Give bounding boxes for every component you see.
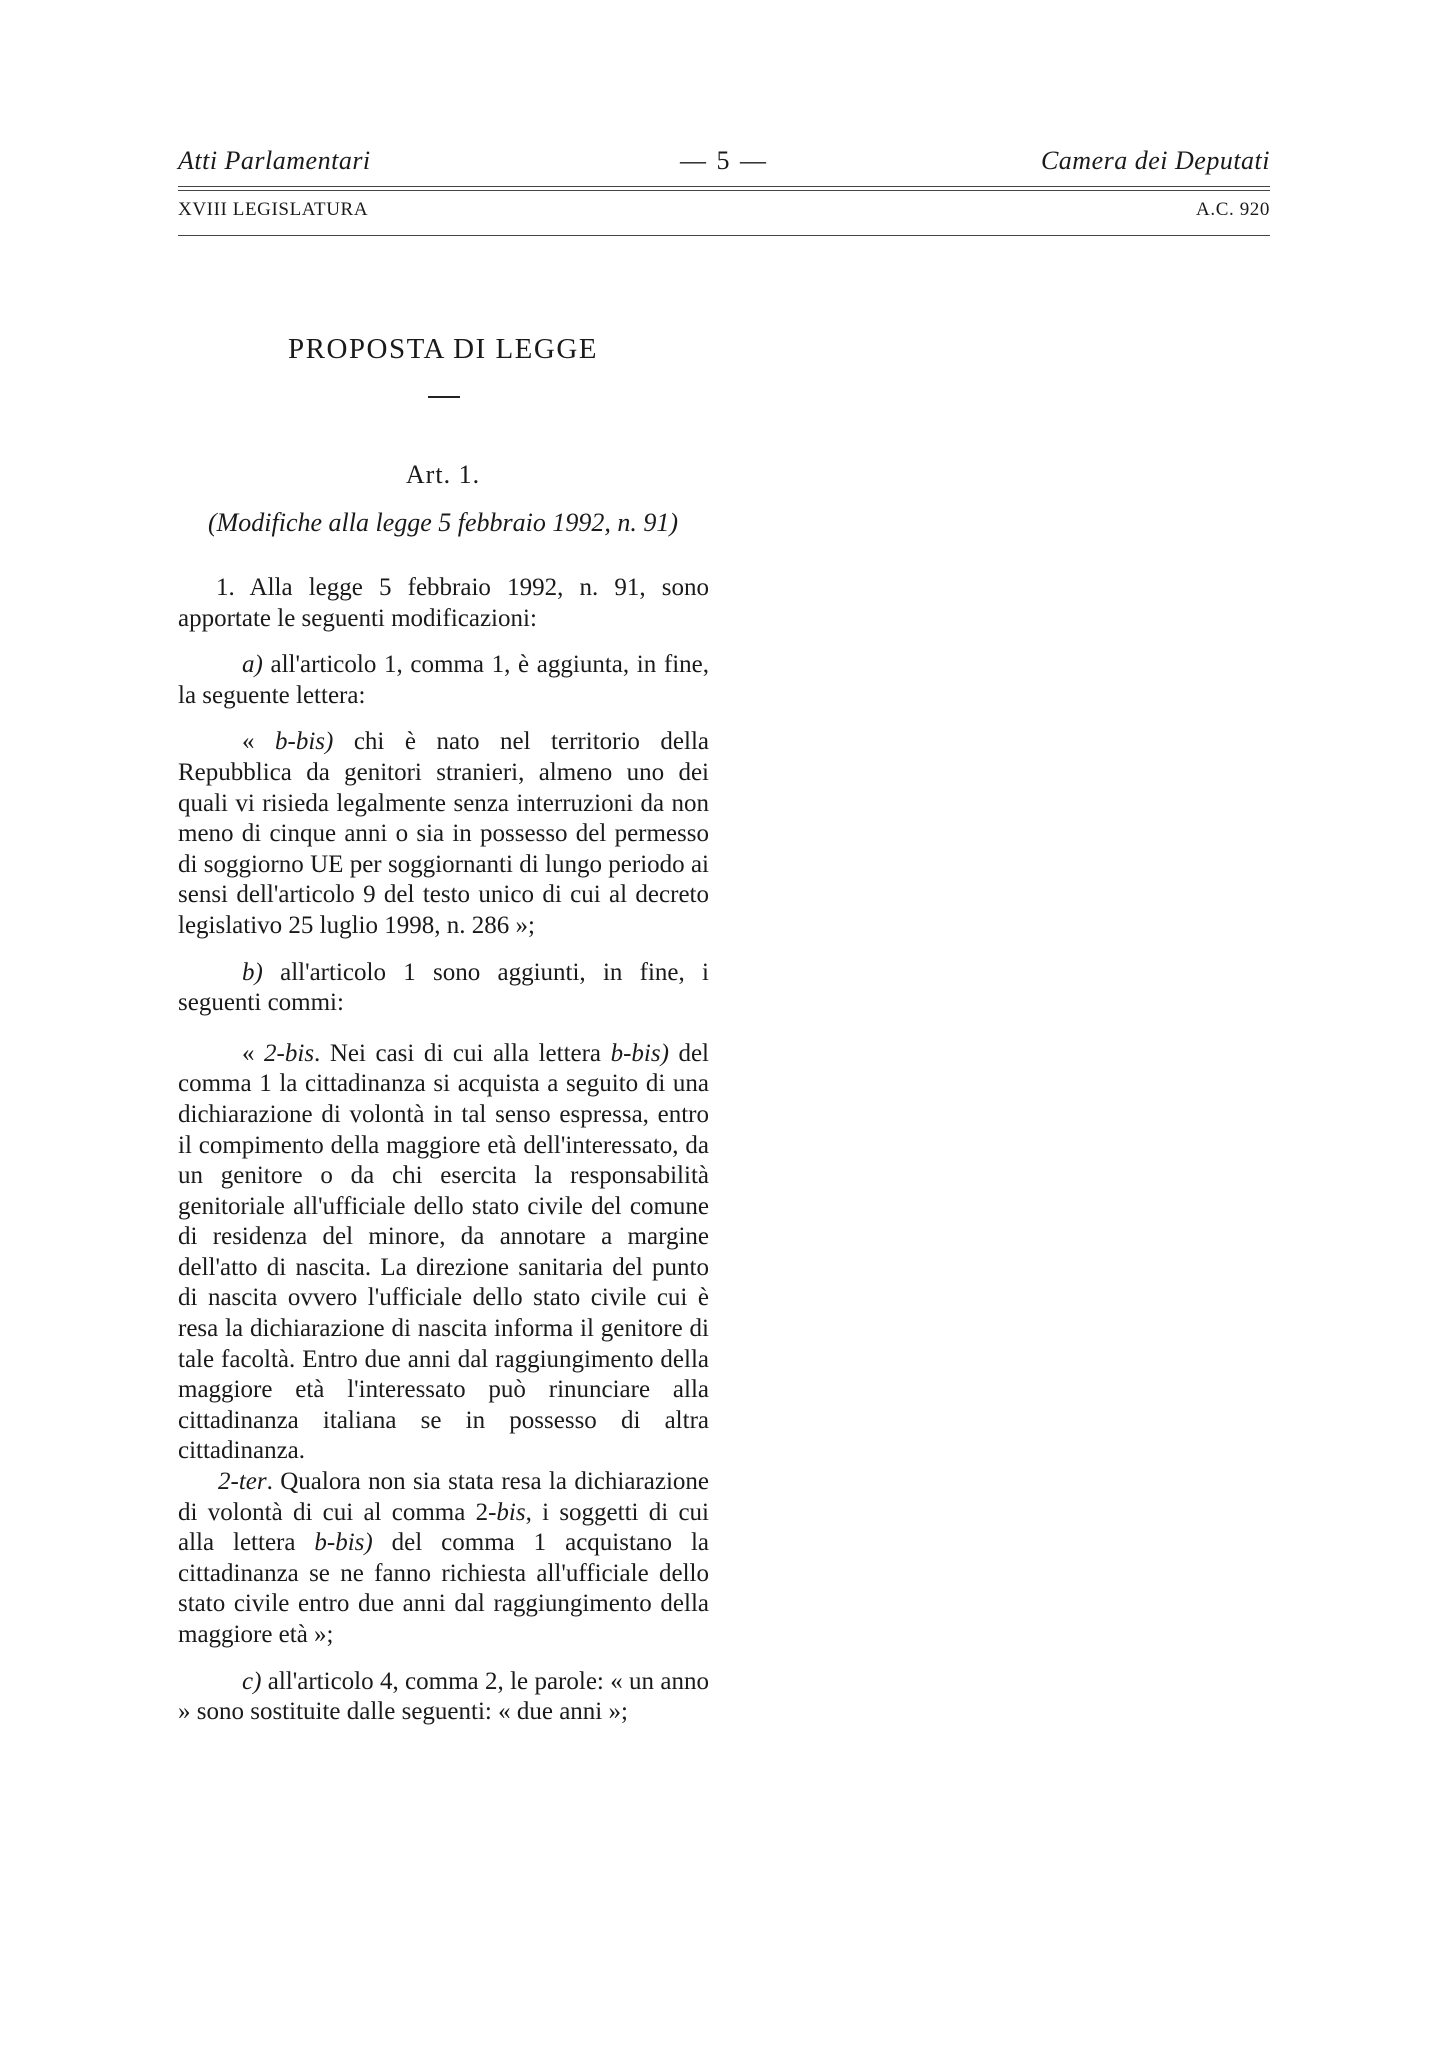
header-right: Camera dei Deputati — [1040, 146, 1270, 175]
paragraph-a: a) all'articolo 1, comma 1, è aggiunta, in fine, la seguente lettera: — [178, 651, 709, 709]
paragraph-a-quote: « b-bis) chi è nato nel territorio della Repubblica da genitori stranieri, almeno uno dei quali vi risieda legalmente senza interruzioni da non meno di cinque anni o sia in possesso del permesso di soggiorno UE per soggiornanti di lungo periodo ai sensi dell'articolo 9 del testo unico di cui al decreto legislativo 25 luglio 1998, n. 286 »; — [178, 728, 709, 939]
title-dash — [428, 396, 460, 398]
paragraph-2ter: 2-ter. Qualora non sia stata resa la dichiarazione di volontà di cui al comma 2-bis, i soggetti di cui alla lettera b-bis) del comma 1 acquistano la cittadinanza se ne fanno richiesta all'ufficiale dello stato civile entro due anni dal raggiungimento della maggiore età »; — [178, 1468, 709, 1648]
paragraph-2bis: « 2-bis. Nei casi di cui alla lettera b-bis) del comma 1 la cittadinanza si acquista a seguito di una dichiarazione di volontà in tal senso espressa, entro il compimento della maggiore età dell'interessato, da un genitore o da chi esercita la responsabilità genitoriale all'ufficiale dello stato civile del comune di residenza del minore, da annotare a margine dell'atto di nascita. La direzione sanitaria del punto di nascita ovvero l'ufficiale dello stato civile cui è resa la dichiarazione di nascita informa il genitore di tale facoltà. Entro due anni dal raggiungimento della maggiore età l'interessato può rinunciare alla cittadinanza italiana se in possesso di altra cittadinanza. — [178, 1039, 709, 1465]
article-heading: (Modifiche alla legge 5 febbraio 1992, n. 91) — [207, 508, 679, 537]
document-title: PROPOSTA DI LEGGE — [288, 333, 598, 365]
header-rule-bottom — [178, 235, 1270, 236]
legislature-label: XVIII LEGISLATURA — [178, 199, 369, 220]
page-header — [178, 146, 1270, 176]
page-subheader — [178, 199, 1270, 221]
paragraph-intro: 1. Alla legge 5 febbraio 1992, n. 91, sono apportate le seguenti modificazioni: — [178, 574, 709, 632]
paragraph-c: c) all'articolo 4, comma 2, le parole: « un anno » sono sostituite dalle seguenti: « due anni »; — [178, 1667, 709, 1726]
page-number: — 5 — — [680, 146, 768, 175]
article-number: Art. 1. — [405, 460, 481, 489]
header-left: Atti Parlamentari — [178, 146, 371, 175]
article-body — [178, 573, 709, 1728]
header-rule-top — [178, 186, 1270, 187]
document-code: A.C. 920 — [1196, 199, 1270, 220]
paragraph-b: b) all'articolo 1 sono aggiunti, in fine, i seguenti commi: — [178, 958, 709, 1017]
header-rule-double — [178, 190, 1270, 191]
